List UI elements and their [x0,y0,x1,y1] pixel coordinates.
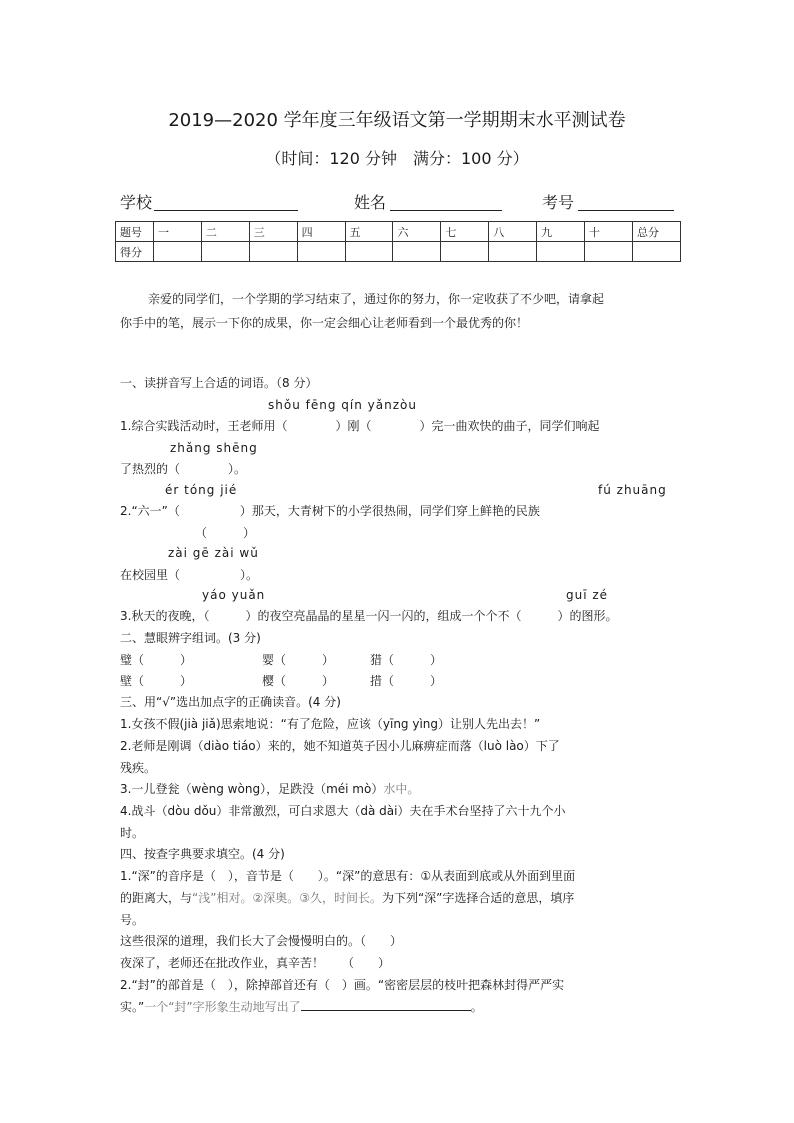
question-text: 。 [470,1000,483,1014]
pinyin-line: shǒu fēng qín yǎnzòu [268,398,417,412]
table-cell: 题号 [116,222,154,242]
section-3-heading: 三、用“√”选出加点字的正确读音。(4 分) [120,695,341,709]
question-line: （ ） [195,526,256,540]
question-line: 2.“六一”（ ）那天，大青树下的小学很热闹，同学们穿上鲜艳的民族 [120,504,540,518]
pinyin-line: guī zé [566,588,609,602]
question-text: “浅”相对。②深奥。③久，时间长。 [192,891,382,905]
score-cell[interactable] [537,242,585,262]
answer-blank[interactable] [301,998,471,1011]
table-cell: 一 [154,222,202,242]
intro-line: 亲爱的同学们，一个学期的学习结束了，通过你的努力，你一定收获了不少吧，请拿起 [148,292,605,306]
question-line: 2.“封”的部首是（ ），除掉部首还有（ ）画。“密密层层的枝叶把森林封得严严实 [120,978,565,992]
intro-line: 你手中的笔，展示一下你的成果，你一定会细心让老师看到一个最优秀的你！ [120,316,529,330]
pinyin-line: zhǎng shēng [170,441,258,455]
student-info [120,190,680,214]
question-text: 一个“封”字形象生动地写出了 [144,1000,301,1014]
word-item: 壁（ ） [120,674,193,688]
question-line: 号。 [120,913,145,927]
score-cell[interactable] [297,242,345,262]
score-cell[interactable] [393,242,441,262]
exam-subtitle: （时间：120 分钟 满分：100 分） [265,149,529,168]
question-line [120,997,483,1018]
table-cell: 八 [489,222,537,242]
question-line: 这些很深的道理，我们长大了会慢慢明白的。（ ） [120,934,403,948]
question-line: 2.老师是刚调（diào tiáo）来的，她不知道英子因小儿麻痹症而落（luò lào）下了 [120,739,560,753]
word-item: 措（ ） [370,674,443,688]
pinyin-line: ér tóng jié [165,483,238,497]
table-cell: 七 [441,222,489,242]
name-label: 姓名 [354,193,387,212]
section-2-heading: 二、慧眼辨字组词。(3 分) [120,631,261,645]
name-field[interactable] [390,210,502,211]
question-text: 3.一儿登瓮（wèng wòng），足跌没（méi mò） [120,782,384,796]
question-line: 1.“深”的音序是（ ），音节是（ ）。“深”的意思有：①从表面到底或从外面到里面 [120,869,576,883]
question-text: 的距离大，与 [120,891,193,905]
table-cell: 五 [345,222,393,242]
score-cell[interactable] [489,242,537,262]
question-line: 夜深了，老师还在批改作业，真辛苦！ （ ） [120,956,391,970]
question-text: 为下列“深”字选择合适的意思，填序 [381,891,575,905]
score-table-score-row [116,242,681,262]
question-text: 水中。 [383,782,420,796]
score-cell[interactable] [345,242,393,262]
table-cell: 四 [297,222,345,242]
question-line: 时。 [120,826,145,840]
section-4-heading: 四、按查字典要求填空。(4 分) [120,847,285,861]
score-cell[interactable] [441,242,489,262]
question-line: 1.女孩不假(jià jiǎ)思索地说：“有了危险，应该（yīng yìng）让别人先出去！” [120,717,541,731]
table-cell: 十 [585,222,633,242]
score-cell[interactable] [633,242,681,262]
table-cell: 六 [393,222,441,242]
table-cell: 九 [537,222,585,242]
question-text: 实。” [120,1000,145,1014]
table-cell: 二 [201,222,249,242]
question-line: 在校园里（ ）。 [120,568,259,582]
pinyin-line: yáo yuǎn [202,588,266,602]
score-cell[interactable] [201,242,249,262]
table-cell: 得分 [116,242,154,262]
number-label: 考号 [542,193,575,212]
question-line: 3.秋天的夜晚，（ ）的夜空亮晶晶的星星一闪一闪的，组成一个个不（ ）的图形。 [120,609,618,623]
score-table-header-row [116,222,681,242]
score-cell[interactable] [249,242,297,262]
score-cell[interactable] [585,242,633,262]
pinyin-line: zài gē zài wǔ [168,546,259,560]
question-line: 残疾。 [120,761,157,775]
score-table [115,221,681,262]
question-line [120,888,574,909]
question-line: 1.综合实践活动时，王老师用（ ）刚（ ）完一曲欢快的曲子，同学们响起 [120,419,600,433]
word-item: 婴（ ） [262,653,335,667]
word-item: 猎（ ） [370,653,443,667]
exam-title: 2019—2020 学年度三年级语文第一学期期末水平测试卷 [168,110,626,131]
pinyin-line: fú zhuāng [598,483,667,497]
question-line: 了热烈的（ ）。 [120,462,247,476]
number-field[interactable] [578,210,674,211]
table-cell: 总分 [633,222,681,242]
word-item: 樱（ ） [262,674,335,688]
score-cell[interactable] [154,242,202,262]
question-line [120,779,419,800]
table-cell: 三 [249,222,297,242]
word-item: 璧（ ） [120,653,193,667]
school-label: 学校 [120,193,153,212]
section-1-heading: 一、读拼音写上合适的词语。（8 分） [120,376,318,390]
school-field[interactable] [154,210,298,211]
question-line: 4.战斗（dòu dǒu）非常激烈，可白求恩大（dà dài）夫在手术台坚持了六十九个小 [120,804,566,818]
